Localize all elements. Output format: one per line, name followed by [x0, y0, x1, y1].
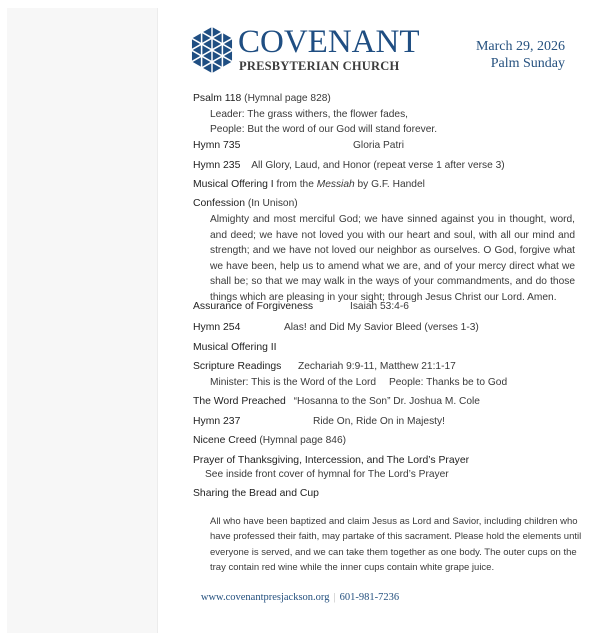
musical-offering-1-composer: by G.F. Handel — [357, 179, 425, 190]
hymn-237-title: Ride On, Ride On in Majesty! — [313, 416, 445, 427]
sermon-label: The Word Preached — [193, 396, 286, 407]
musical-offering-1-item — [193, 179, 425, 190]
footer-separator: | — [333, 592, 336, 603]
communion-text: All who have been baptized and claim Jesus as Lord and Savior, including children who have professed their faith, may partake of this sacrament. Please hold the elements until everyone is served, and we can take them together as one body. The outer cups on the tray contain red wine while the inner cups contain white grape juice. — [210, 516, 582, 573]
psalm-leader-line: Leader: The grass withers, the flower fades, — [210, 109, 409, 120]
psalm-label: Psalm 118 — [193, 93, 242, 104]
prayer-note: See inside front cover of hymnal for The Lord’s Prayer — [205, 469, 449, 480]
assurance-item — [193, 301, 409, 312]
assurance-reference: Isaiah 53:4-6 — [350, 301, 409, 312]
hymn-254-item — [193, 322, 479, 333]
hymn-235-item — [193, 160, 505, 171]
service-date: March 29, 2026 — [475, 39, 565, 54]
sermon-title-preacher: “Hosanna to the Son” Dr. Joshua M. Cole — [293, 396, 480, 407]
hymn-235-label: Hymn 235 — [193, 160, 241, 171]
confession-label: Confession — [193, 198, 245, 209]
scripture-response-people: People: Thanks be to God — [388, 377, 508, 388]
psalm-detail: (Hymnal page 828) — [244, 93, 331, 104]
hymn-735-label: Hymn 735 — [193, 140, 241, 151]
service-date-block — [476, 38, 565, 72]
hymn-735-item — [193, 140, 404, 151]
scripture-response-minister: Minister: This is the Word of the Lord — [210, 377, 377, 388]
hymn-237-label: Hymn 237 — [193, 416, 241, 427]
musical-offering-2-item — [193, 342, 277, 353]
sermon-item — [193, 396, 480, 407]
prayer-label: Prayer of Thanksgiving, Intercession, and The Lord’s Prayer — [193, 455, 470, 466]
musical-offering-1-label: Musical Offering I — [193, 179, 274, 190]
musical-offering-2-label: Musical Offering II — [193, 342, 277, 353]
musical-offering-1-pre: from the — [276, 179, 314, 190]
hymn-237-item — [193, 416, 445, 427]
logo-subtitle: PRESBYTERIAN CHURCH — [239, 59, 400, 73]
creed-detail: (Hymnal page 846) — [259, 435, 347, 446]
confession-detail: (In Unison) — [247, 198, 298, 209]
creed-label: Nicene Creed — [193, 435, 257, 446]
confession-text: Almighty and most merciful God; we have sinned against you in thought, word, and deed; we have not loved you with our heart and soul, with all our mind and strength; and we have not loved our neighbor as ourselves. O God, forgive what we have been, help us to amend what we are, and of your mercy direct what we shall be; so that we may walk in the ways of your commandments, and do those things which are pleasing in your sight; through Jesus Christ our Lord. Amen. — [210, 214, 575, 303]
hymn-254-label: Hymn 254 — [193, 322, 241, 333]
prayer-item — [193, 455, 469, 466]
scripture-item — [193, 361, 456, 372]
communion-item — [193, 488, 319, 499]
scripture-label: Scripture Readings — [193, 361, 282, 372]
creed-item — [193, 435, 346, 446]
musical-offering-1-work: Messiah — [316, 179, 355, 190]
hymn-735-title: Gloria Patri — [353, 140, 404, 151]
hymn-235-title: All Glory, Laud, and Honor (repeat verse 1 after verse 3) — [251, 160, 505, 171]
psalm-people-line: People: But the word of our God will stand forever. — [210, 124, 438, 135]
hexagon-triangles-icon — [187, 24, 237, 76]
scripture-response — [193, 375, 507, 390]
website-link[interactable]: www.covenantpresjackson.org — [200, 592, 330, 603]
assurance-label: Assurance of Forgiveness — [193, 301, 314, 312]
confession-item — [193, 198, 298, 209]
church-logo — [187, 24, 420, 76]
service-occasion: Palm Sunday — [490, 56, 565, 71]
scripture-references: Zechariah 9:9-11, Matthew 21:1-17 — [298, 361, 456, 372]
communion-label: Sharing the Bread and Cup — [193, 488, 319, 499]
psalm-item — [193, 93, 331, 104]
hymn-254-title: Alas! and Did My Savior Bleed (verses 1-3) — [284, 322, 479, 333]
footer-contact — [0, 592, 600, 603]
logo-title: COVENANT — [238, 24, 420, 60]
phone-number: 601-981-7236 — [339, 592, 400, 603]
